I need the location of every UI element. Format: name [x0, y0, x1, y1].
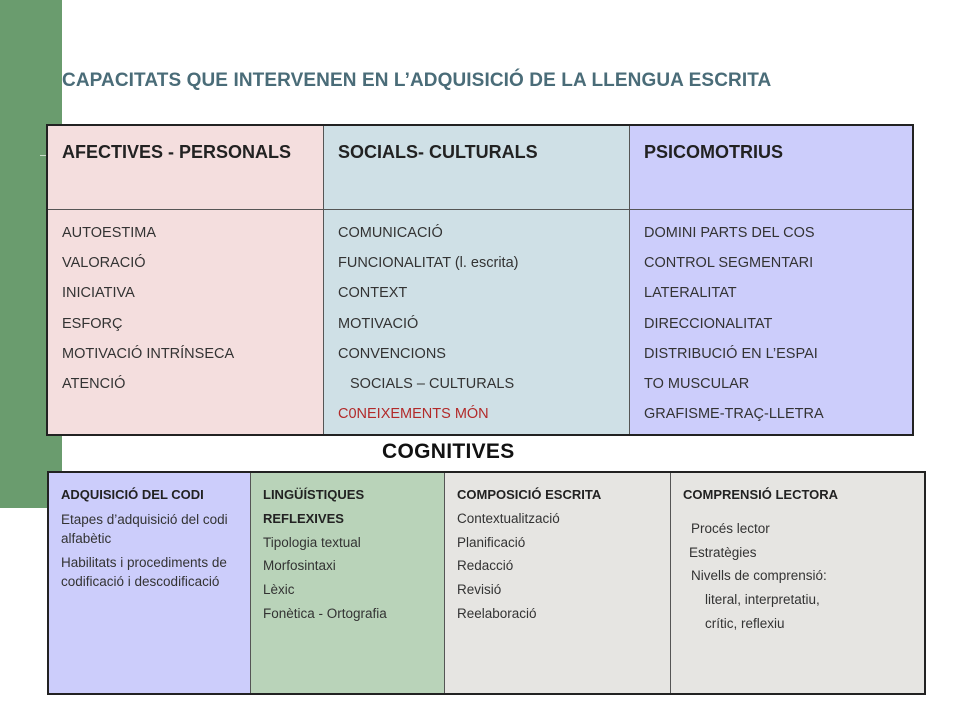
list-item: VALORACIÓ [62, 255, 146, 272]
list-item: Planificació [457, 534, 526, 550]
list-item: Procés lector [691, 520, 770, 536]
list-item: Reelaboració [457, 605, 537, 621]
affective-list [48, 210, 324, 434]
column-subheader: REFLEXIVES [263, 510, 344, 526]
column-header: LINGÜÍSTIQUES [263, 487, 365, 502]
list-item: MOTIVACIÓ [338, 315, 419, 332]
header-affective: AFECTIVES - PERSONALS [48, 126, 324, 210]
list-item: Estratègies [689, 544, 757, 560]
list-item: GRAFISME-TRAÇ-LLETRA [644, 406, 824, 423]
spacer [683, 507, 914, 517]
list-item: DOMINI PARTS DEL COS [644, 225, 815, 241]
capacities-table [46, 124, 914, 436]
list-item: DIRECCIONALITAT [644, 315, 773, 332]
column-header: COMPRENSIÓ LECTORA [683, 487, 839, 502]
reading-comprehension-column [671, 473, 924, 693]
list-item: Fonètica - Ortografia [263, 605, 387, 621]
cognitive-table [47, 471, 926, 695]
list-item: Nivells de comprensió: [691, 568, 827, 584]
list-item: literal, interpretatiu, [705, 592, 820, 608]
social-list [324, 210, 630, 434]
list-item: Etapes d’adquisició del codi alfabètic [61, 511, 228, 546]
list-item: Revisió [457, 582, 502, 598]
cognitive-heading: COGNITIVES [382, 440, 515, 463]
list-item: Habilitats i procediments de codificació i descodificació [61, 554, 227, 589]
list-item: Morfosintaxi [263, 558, 336, 574]
list-item: INICIATIVA [62, 285, 135, 302]
list-item: CONTEXT [338, 285, 408, 302]
psychomotor-list [630, 210, 912, 434]
list-item: Contextualització [457, 510, 560, 526]
list-item: FUNCIONALITAT (l. escrita) [338, 255, 519, 272]
column-header: COMPOSICIÓ ESCRITA [457, 487, 602, 502]
code-acquisition-column [49, 473, 251, 693]
list-item: crític, reflexiu [705, 615, 785, 631]
list-item: TO MUSCULAR [644, 376, 750, 393]
linguistic-column [251, 473, 445, 693]
list-item: Tipologia textual [263, 534, 361, 550]
page-title: CAPACITATS QUE INTERVENEN EN L’ADQUISICIÓ DE LA LLENGUA ESCRITA [62, 70, 772, 91]
list-item: CONTROL SEGMENTARI [644, 255, 814, 272]
list-item: ATENCIÓ [62, 376, 126, 393]
composition-column [445, 473, 671, 693]
list-item: MOTIVACIÓ INTRÍNSECA [62, 345, 235, 362]
list-item-highlight: C0NEIXEMENTS MÓN [338, 406, 489, 423]
list-item: Lèxic [263, 582, 295, 598]
list-item: CONVENCIONS [338, 345, 446, 362]
list-item: ESFORÇ [62, 315, 123, 332]
header-psychomotor: PSICOMOTRIUS [630, 126, 912, 210]
list-item: Redacció [457, 558, 514, 574]
list-item: LATERALITAT [644, 285, 737, 302]
list-item: AUTOESTIMA [62, 225, 156, 241]
column-header: ADQUISICIÓ DEL CODI [61, 487, 204, 502]
header-social: SOCIALS- CULTURALS [324, 126, 630, 210]
list-item: DISTRIBUCIÓ EN L’ESPAI [644, 345, 818, 362]
list-item: COMUNICACIÓ [338, 225, 443, 241]
list-item: SOCIALS – CULTURALS [350, 376, 515, 393]
